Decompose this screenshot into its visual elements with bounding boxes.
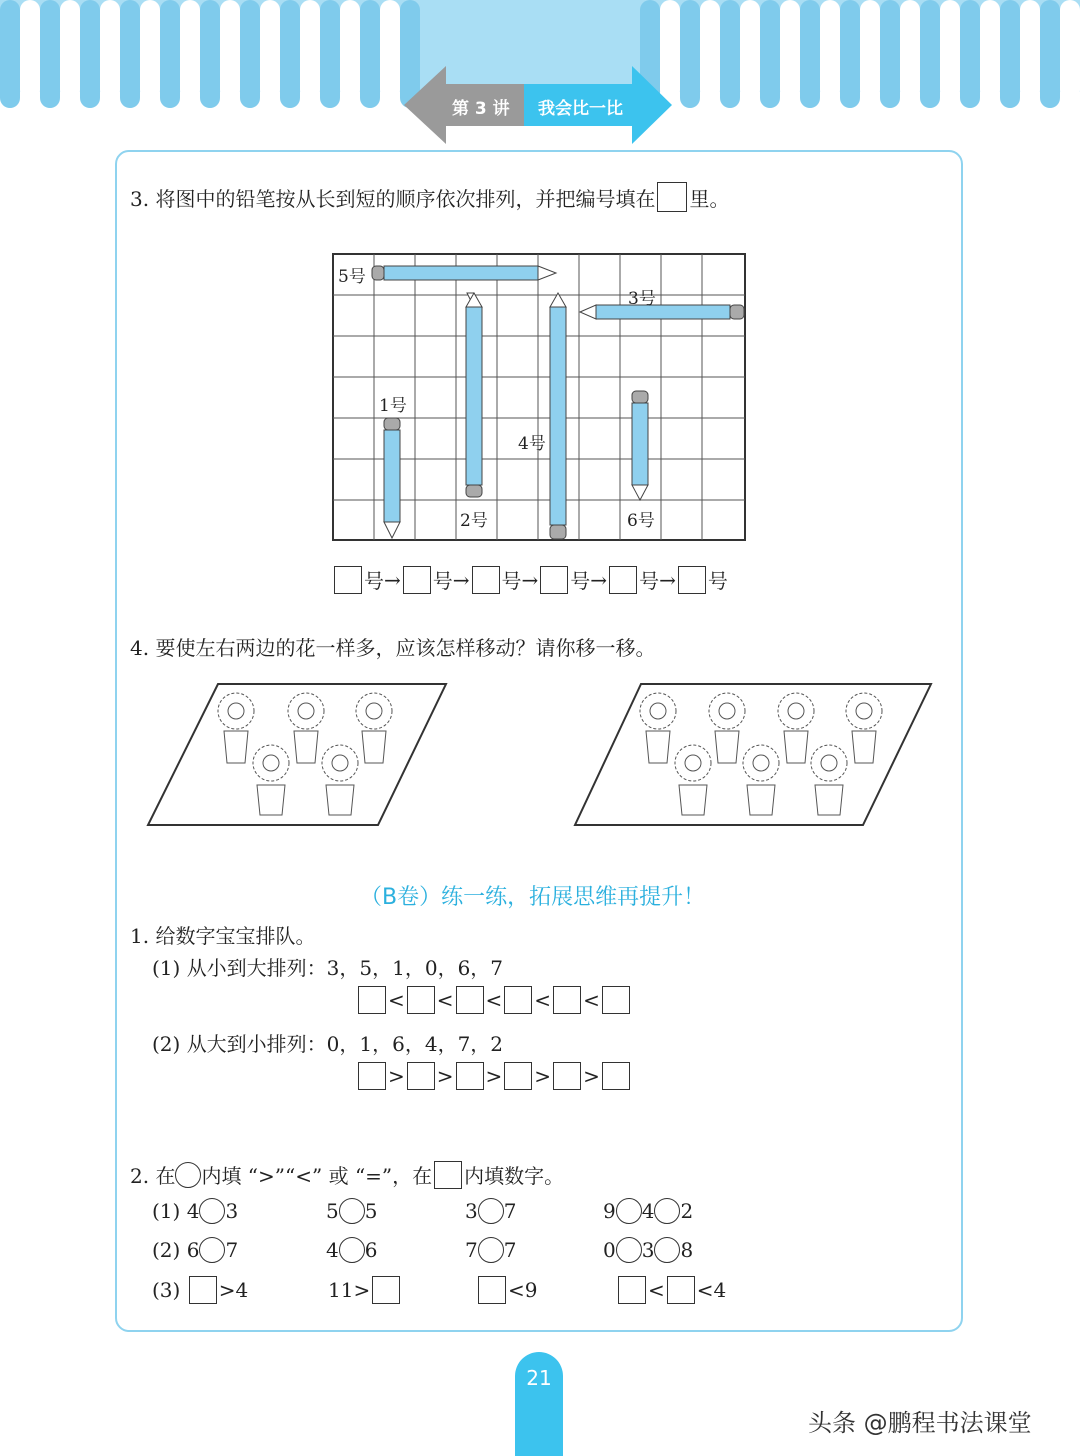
q3-answer-row (332, 565, 728, 594)
b2-row2-d (603, 1237, 693, 1263)
unit: 号 (501, 569, 522, 593)
b2-row2-c (465, 1237, 516, 1263)
num: 0 (603, 1238, 616, 1262)
answer-box[interactable] (540, 566, 568, 594)
lt-sign: < (534, 988, 552, 1012)
num: 6 (364, 1238, 378, 1262)
num: 5 (326, 1199, 339, 1223)
answer-box[interactable] (456, 986, 484, 1014)
arrow: → (521, 567, 539, 592)
num: 7 (465, 1238, 478, 1262)
lt-sign: < (485, 988, 503, 1012)
compare-circle[interactable] (478, 1198, 504, 1224)
num: 6 (186, 1238, 200, 1262)
q3-text-end: 里。 (689, 186, 730, 211)
flower-icon (640, 693, 676, 763)
answer-box[interactable] (372, 1276, 400, 1304)
flower-icon (846, 693, 882, 763)
compare-circle[interactable] (339, 1198, 365, 1224)
arrow: → (659, 567, 676, 592)
answer-box[interactable] (678, 566, 706, 594)
gt-sign: > (583, 1064, 600, 1088)
num: 9 (603, 1199, 616, 1223)
flower-icon (709, 693, 745, 763)
gt-sign: > (534, 1064, 552, 1088)
num: >4 (218, 1278, 249, 1302)
b2-text-a: 2. 在 (130, 1164, 176, 1188)
compare-circle[interactable] (616, 1198, 642, 1224)
flower-icon (778, 693, 814, 763)
num: 11> (328, 1278, 371, 1302)
section-b-title: （B卷）练一练，拓展思维再提升！ (360, 885, 706, 910)
answer-box[interactable] (189, 1276, 217, 1304)
pencil-5 (372, 266, 556, 280)
b2-row3-c (476, 1276, 537, 1304)
num: 5 (364, 1199, 378, 1223)
flower-icon (743, 745, 779, 815)
compare-circle[interactable] (199, 1237, 225, 1263)
flower-icon (811, 745, 847, 815)
b2-row2-a (152, 1237, 238, 1263)
unit: 号 (639, 569, 660, 593)
page-number: 21 (515, 1352, 563, 1456)
row-label: (3) (152, 1278, 181, 1302)
q3-prompt (130, 182, 729, 212)
label-pencil-6: 6号 (627, 511, 655, 531)
num: < (648, 1278, 665, 1302)
flower-icon (356, 693, 392, 763)
compare-circle[interactable] (199, 1198, 225, 1224)
arrow: → (384, 567, 401, 592)
num: <9 (508, 1278, 538, 1302)
answer-box[interactable] (334, 566, 362, 594)
row-label: (2) (152, 1238, 181, 1262)
compare-circle[interactable] (654, 1198, 680, 1224)
b2-text-c: 内填数字。 (464, 1164, 565, 1188)
flower-icon (253, 745, 289, 815)
answer-box[interactable] (478, 1276, 506, 1304)
b2-row3-d (616, 1276, 726, 1304)
b2-row3-b (328, 1276, 402, 1304)
num: 3 (225, 1199, 239, 1223)
b2-text-b: 内填 “>”“<” 或 “=”，在 (201, 1164, 433, 1188)
flower-icon (675, 745, 711, 815)
label-pencil-5: 5号 (338, 267, 366, 287)
lt-sign: < (583, 988, 600, 1012)
flower-icon (218, 693, 254, 763)
b2-prompt (130, 1160, 564, 1189)
answer-box[interactable] (407, 1062, 435, 1090)
lt-sign: < (388, 988, 405, 1012)
lesson-title: 我会比一比 (538, 99, 623, 119)
num: 4 (326, 1238, 339, 1262)
q4-text: 4. 要使左右两边的花一样多，应该怎样移动？请你移一移。 (130, 636, 656, 660)
num: 7 (503, 1238, 517, 1262)
right-flower-plot (573, 683, 933, 829)
num: 4 (641, 1199, 655, 1223)
unit: 号 (570, 569, 591, 593)
arrow: → (590, 567, 608, 592)
flower-icon (288, 693, 324, 763)
arrow: → (452, 567, 470, 592)
answer-box[interactable] (456, 1062, 484, 1090)
num: 4 (186, 1199, 200, 1223)
b2-row1-b (326, 1198, 377, 1224)
b1-sub1: (1) 从小到大排列：3，5，1，0，6，7 (152, 956, 504, 980)
answer-box[interactable] (618, 1276, 646, 1304)
num: 2 (680, 1199, 694, 1223)
label-pencil-1: 1号 (379, 396, 407, 416)
num: <4 (696, 1278, 727, 1302)
watermark: 头条 @鹏程书法课堂 (808, 1409, 1032, 1437)
b2-row1-a (152, 1198, 238, 1224)
compare-circle[interactable] (478, 1237, 504, 1263)
b1-ascending-row (356, 986, 632, 1014)
answer-box[interactable] (407, 986, 435, 1014)
compare-circle[interactable] (339, 1237, 365, 1263)
b1-descending-row (356, 1062, 632, 1090)
inline-box (434, 1161, 462, 1189)
pencil-2 (466, 293, 482, 497)
pencil-1 (384, 418, 400, 538)
answer-box[interactable] (667, 1276, 695, 1304)
answer-box[interactable] (553, 1062, 581, 1090)
answer-box[interactable] (472, 566, 500, 594)
gt-sign: > (388, 1064, 405, 1088)
answer-box[interactable] (602, 1062, 630, 1090)
pencil-4 (550, 293, 566, 539)
num: 8 (680, 1238, 694, 1262)
flower-icon (322, 745, 358, 815)
lt-sign: < (436, 988, 454, 1012)
compare-circle[interactable] (654, 1237, 680, 1263)
b2-row1-c (465, 1198, 516, 1224)
answer-box[interactable] (504, 986, 532, 1014)
row-label: (1) (152, 1199, 181, 1223)
num: 3 (641, 1238, 655, 1262)
gt-sign: > (436, 1064, 454, 1088)
compare-circle[interactable] (616, 1237, 642, 1263)
b2-row2-b (326, 1237, 377, 1263)
left-flower-plot (146, 683, 448, 829)
pencil-3 (580, 305, 744, 319)
inline-circle (175, 1162, 201, 1188)
lesson-number: 第 3 讲 (452, 99, 510, 119)
unit: 号 (432, 569, 453, 593)
answer-box[interactable] (358, 1062, 386, 1090)
pencil-6 (632, 391, 648, 500)
num: 3 (465, 1199, 478, 1223)
b1-sub2: (2) 从大到小排列：0，1，6，4，7，2 (152, 1032, 504, 1056)
b2-row3-a (152, 1276, 248, 1304)
answer-box[interactable] (602, 986, 630, 1014)
num: 7 (225, 1238, 239, 1262)
answer-box[interactable] (358, 986, 386, 1014)
q3-inline-box[interactable] (657, 182, 687, 212)
unit: 号 (364, 569, 384, 593)
b1-text: 1. 给数字宝宝排队。 (130, 924, 316, 948)
answer-box[interactable] (504, 1062, 532, 1090)
unit: 号 (707, 569, 728, 593)
label-pencil-4: 4号 (518, 434, 546, 454)
label-pencil-2: 2号 (460, 511, 488, 531)
b2-row1-d (603, 1198, 693, 1224)
label-pencil-3: 3号 (628, 289, 656, 309)
answer-box[interactable] (609, 566, 637, 594)
gt-sign: > (485, 1064, 503, 1088)
q3-text: 3. 将图中的铅笔按从长到短的顺序依次排列，并把编号填在 (130, 186, 656, 211)
answer-box[interactable] (553, 986, 581, 1014)
answer-box[interactable] (403, 566, 431, 594)
num: 7 (503, 1199, 517, 1223)
